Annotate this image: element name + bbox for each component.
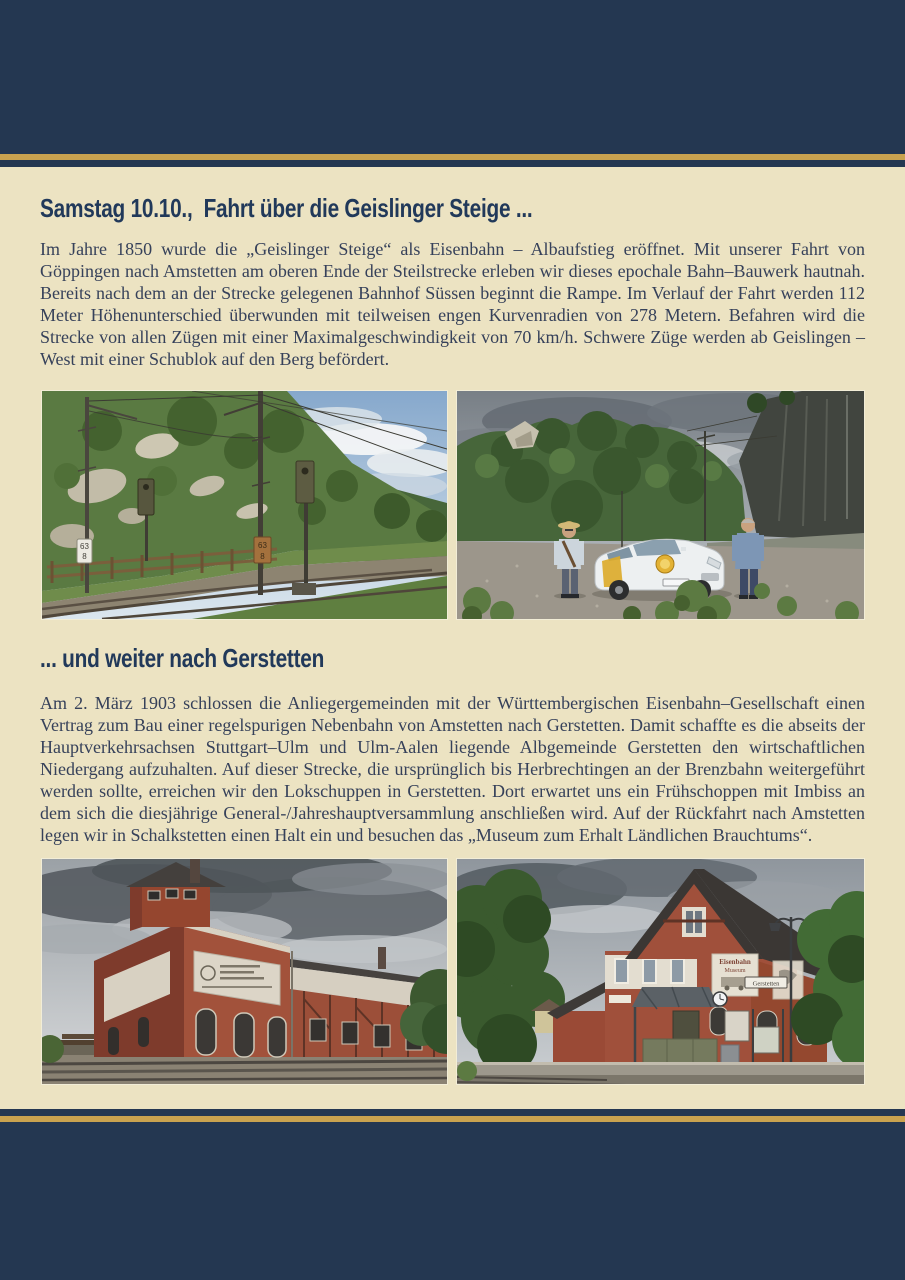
- station-sign: [745, 977, 787, 988]
- photo-bahnhof-svg: [457, 859, 864, 1084]
- gradient-sign-white: [77, 539, 92, 563]
- gradient-sign-orange: [254, 537, 271, 563]
- header-thin-navy-stripe: [0, 160, 905, 167]
- wing-sign: [609, 995, 631, 1003]
- footer-band: [0, 1122, 905, 1280]
- svg-text:8: 8: [82, 552, 87, 561]
- section1-heading: Samstag 10.10., Fahrt über die Geislinger Steige ...: [40, 193, 533, 223]
- photo-club-car-svg: [457, 391, 864, 619]
- section2-paragraph: Am 2. März 1903 schlossen die Anliegergemeinden mit der Württembergischen Eisenbahn–Gesellschaft einen Vertrag zum Bau einer regelspurigen Nebenbahn von Amstetten nach Gerstetten. Damit schaffte es die abseits der Hauptverkehrsachsen Stuttgart–Ulm und Ulm-Aalen liegende Albgemeinde Gerstetten den wirtschaftlichen Niedergang aufzuhalten. Auf dieser Strecke, die ursprünglich bis Herbrechtingen an der Brenzbahn weitergeführt werden sollte, erreichen wir den Lokschuppen in Gerstetten. Dort erwartet uns ein Frühschoppen mit Imbiss an dem sich die diesjährige General-/Jahreshauptversammlung anschließen wird. Auf der Rückfahrt nach Amstetten legen wir in Schalkstetten einen Halt ein und besuchen das „Museum zum Erhalt Ländlichen Brauchtums“.: [40, 693, 865, 845]
- svg-text:63: 63: [258, 541, 267, 550]
- header-band: [0, 0, 905, 154]
- photo-geislinger-steige-svg: [42, 391, 447, 619]
- footer-thin-navy-stripe: [0, 1109, 905, 1116]
- svg-text:Gerstetten: Gerstetten: [752, 980, 780, 988]
- station-clock: [713, 992, 727, 1006]
- svg-text:Eisenbahn: Eisenbahn: [719, 958, 751, 966]
- section1-paragraph: Im Jahre 1850 wurde die „Geislinger Steige“ als Eisenbahn – Albaufstieg eröffnet. Mit unserer Fahrt von Göppingen nach Amstetten am oberen Ende der Steilstrecke erleben wir dieses epochale Bahn–Bauwerk hautnah. Bereits nach dem an der Strecke gelegenen Bahnhof Süssen beginnt die Rampe. Im Verlauf der Fahrt werden 112 Meter Höhenunterschied überwunden mit teilweisen engen Kurvenradien von 278 Metern. Befahren wird die Strecke von allen Zügen mit einer Maximalgeschwindigkeit von 70 km/h. Schwere Züge werden ab Geislingen – West mit einer Schublok auf den Berg befördert.: [40, 239, 865, 369]
- section2-heading: ... und weiter nach Gerstetten: [40, 643, 325, 673]
- photo-lokschuppen-svg: [42, 859, 447, 1084]
- svg-text:63: 63: [80, 542, 89, 551]
- photo-lokschuppen-gerstetten: [42, 859, 447, 1084]
- platform: [457, 1065, 864, 1075]
- svg-text:8: 8: [260, 552, 265, 561]
- photo-bahnhof-gerstetten: [457, 859, 864, 1084]
- photo-members-with-club-car: [457, 391, 864, 619]
- photo-geislinger-steige-track: [42, 391, 447, 619]
- platform-edge: [457, 1062, 864, 1065]
- museum-wall-sign: [712, 954, 758, 996]
- svg-text:Museum: Museum: [724, 968, 746, 974]
